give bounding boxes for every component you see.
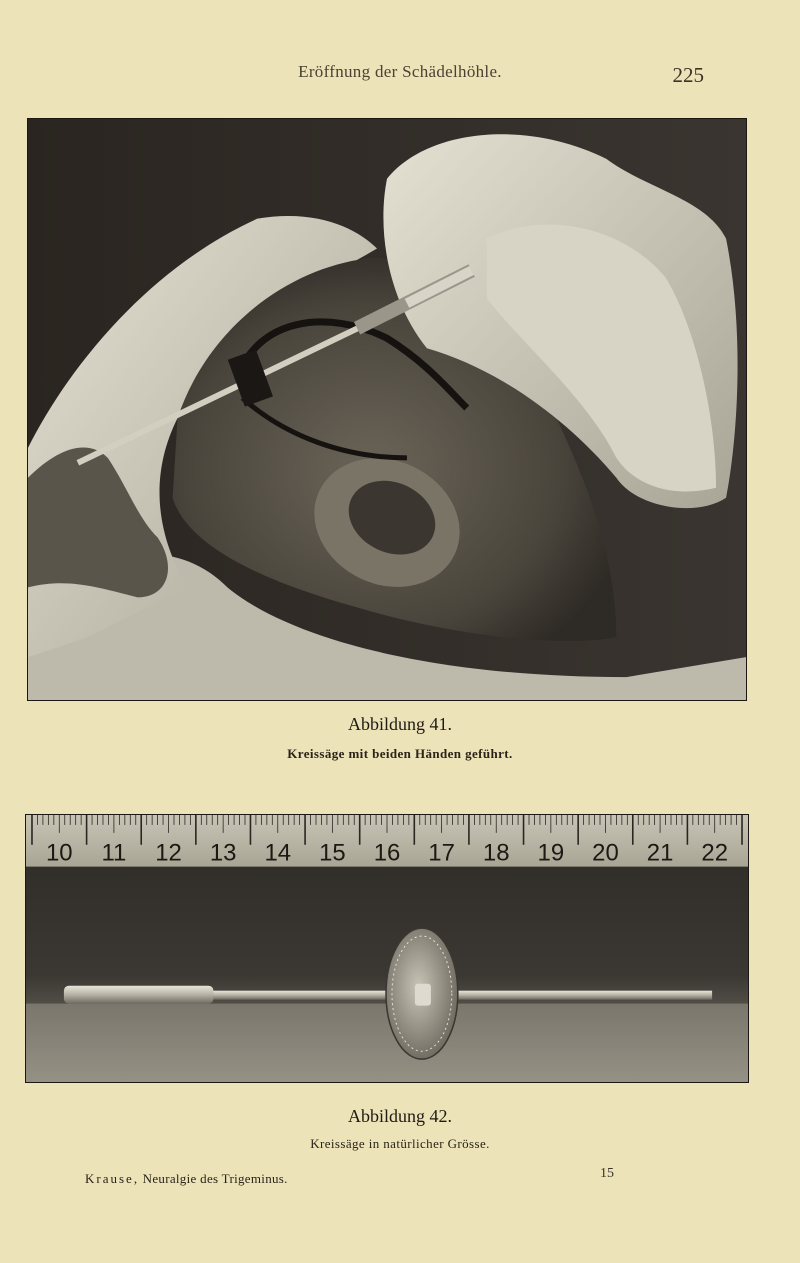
ruler-number: 12 bbox=[155, 839, 182, 867]
ruler-number: 18 bbox=[482, 839, 510, 867]
ruler-number: 16 bbox=[373, 839, 401, 867]
ruler-number: 19 bbox=[537, 839, 565, 867]
ruler-number: 22 bbox=[701, 839, 729, 867]
ruler-number: 14 bbox=[264, 839, 292, 867]
figure-41-caption: Kreissäge mit beiden Händen geführt. bbox=[287, 746, 513, 761]
figure-41-photo bbox=[27, 118, 747, 701]
ruler-number: 20 bbox=[592, 839, 619, 867]
saw-handle bbox=[64, 986, 214, 1004]
ruler-number: 13 bbox=[209, 839, 237, 867]
page-number: 225 bbox=[672, 63, 704, 87]
book-title: Neuralgie des Trigeminus. bbox=[142, 1171, 288, 1186]
ruler-number: 11 bbox=[101, 839, 127, 867]
figure-42-photo bbox=[25, 814, 749, 1083]
figure-42-caption: Kreissäge in natürlicher Grösse. bbox=[310, 1136, 490, 1151]
figure-42-title: Abbildung 42. bbox=[347, 1106, 452, 1126]
running-head-title: Eröffnung der Schädelhöhle. bbox=[298, 62, 502, 81]
ruler-number: 21 bbox=[646, 839, 674, 867]
blade-hub bbox=[415, 984, 431, 1006]
saw-ruler-illustration bbox=[26, 815, 748, 1082]
ruler-number: 10 bbox=[45, 839, 73, 867]
sheet-number: 15 bbox=[600, 1166, 614, 1181]
saw-rod bbox=[213, 991, 712, 1000]
ruler-number: 17 bbox=[428, 839, 455, 867]
ruler-number: 15 bbox=[319, 839, 346, 867]
figure-41-title: Abbildung 41. bbox=[347, 714, 452, 734]
surgery-photo-illustration bbox=[28, 119, 746, 700]
footer-author bbox=[85, 1171, 288, 1187]
author-name: Krause, bbox=[85, 1171, 140, 1186]
